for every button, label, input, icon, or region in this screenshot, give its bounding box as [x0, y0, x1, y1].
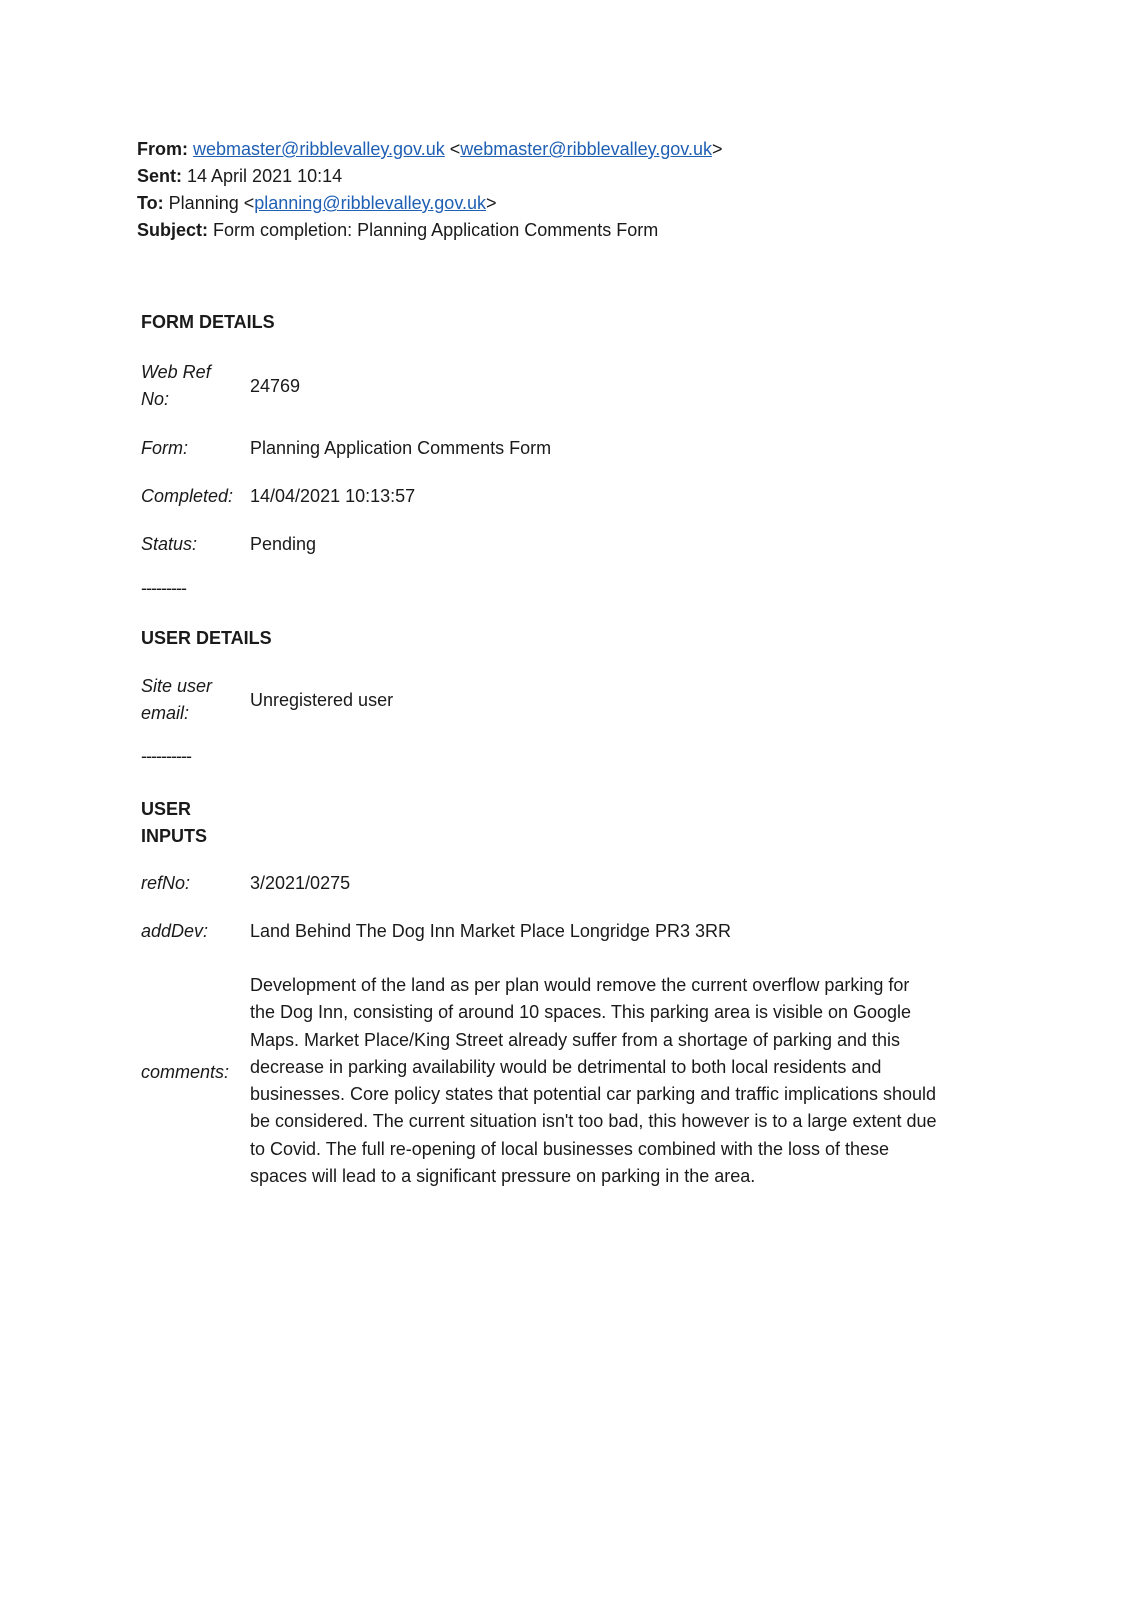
sent-row — [137, 163, 1037, 190]
to-row — [137, 190, 1037, 217]
web-ref-value: 24769 — [250, 376, 301, 396]
refno-value: 3/2021/0275 — [250, 873, 351, 893]
separator-form-details: --------- — [141, 578, 186, 598]
web-ref-label-line1: Web Ref — [141, 362, 211, 382]
status-value: Pending — [250, 534, 317, 554]
comments-line: to Covid. The full re-opening of local businesses combined with the loss of these — [250, 1138, 890, 1159]
comments-line: businesses. Core policy states that potential car parking and traffic implications should — [250, 1084, 937, 1105]
comments-line: Development of the land as per plan would remove the current overflow parking for — [250, 975, 910, 995]
from-email-link[interactable]: webmaster@ribblevalley.gov.uk — [193, 139, 445, 159]
sent-label: Sent: — [137, 166, 182, 186]
email-header — [137, 136, 1037, 244]
user-inputs-title-line1: USER — [141, 799, 192, 819]
comments-value — [250, 972, 990, 1190]
from-bracket-open: < — [449, 139, 461, 159]
subject-label: Subject: — [137, 220, 209, 240]
comments-label: comments: — [141, 1062, 230, 1082]
form-details-title: FORM DETAILS — [141, 312, 275, 332]
completed-value: 14/04/2021 10:13:57 — [250, 486, 416, 506]
form-value: Planning Application Comments Form — [250, 438, 552, 458]
adddev-label: addDev: — [141, 921, 209, 941]
comments-line: decrease in parking availability would be detrimental to both local residents and — [250, 1056, 882, 1077]
comments-line: Maps. Market Place/King Street already suffer from a shortage of parking and this — [250, 1029, 900, 1050]
sent-value: 14 April 2021 10:14 — [187, 166, 343, 186]
to-bracket-close: > — [486, 193, 497, 213]
to-email-link[interactable]: planning@ribblevalley.gov.uk — [254, 193, 486, 213]
from-label: From: — [137, 139, 188, 159]
comments-line: be considered. The current situation isn't too bad, this however is to a large extent due — [250, 1111, 937, 1132]
comments-line: spaces will lead to a significant pressure on parking in the area. — [250, 1166, 756, 1187]
completed-label: Completed: — [141, 486, 234, 506]
from-bracket-close: > — [711, 139, 723, 159]
web-ref-label-line2: No: — [141, 389, 170, 409]
site-user-email-label-line2: email: — [141, 703, 190, 723]
subject-value: Form completion: Planning Application Comments Form — [213, 220, 659, 240]
comments-line: the Dog Inn, consisting of around 10 spaces. This parking area is visible on Google — [250, 1002, 912, 1023]
refno-label: refNo: — [141, 873, 191, 893]
user-inputs-title-line2: INPUTS — [141, 826, 208, 846]
to-name: Planning < — [168, 193, 255, 213]
from-email-link-2[interactable]: webmaster@ribblevalley.gov.uk — [460, 139, 712, 159]
to-label: To: — [137, 193, 164, 213]
status-label: Status: — [141, 534, 198, 554]
from-row — [137, 136, 1037, 163]
separator-user-details: ---------- — [141, 746, 191, 766]
site-user-email-label-line1: Site user — [141, 676, 213, 696]
adddev-value: Land Behind The Dog Inn Market Place Longridge PR3 3RR — [250, 921, 731, 941]
form-label: Form: — [141, 438, 188, 458]
user-details-title: USER DETAILS — [141, 628, 272, 648]
subject-row — [137, 217, 1037, 244]
site-user-email-value: Unregistered user — [250, 690, 394, 710]
